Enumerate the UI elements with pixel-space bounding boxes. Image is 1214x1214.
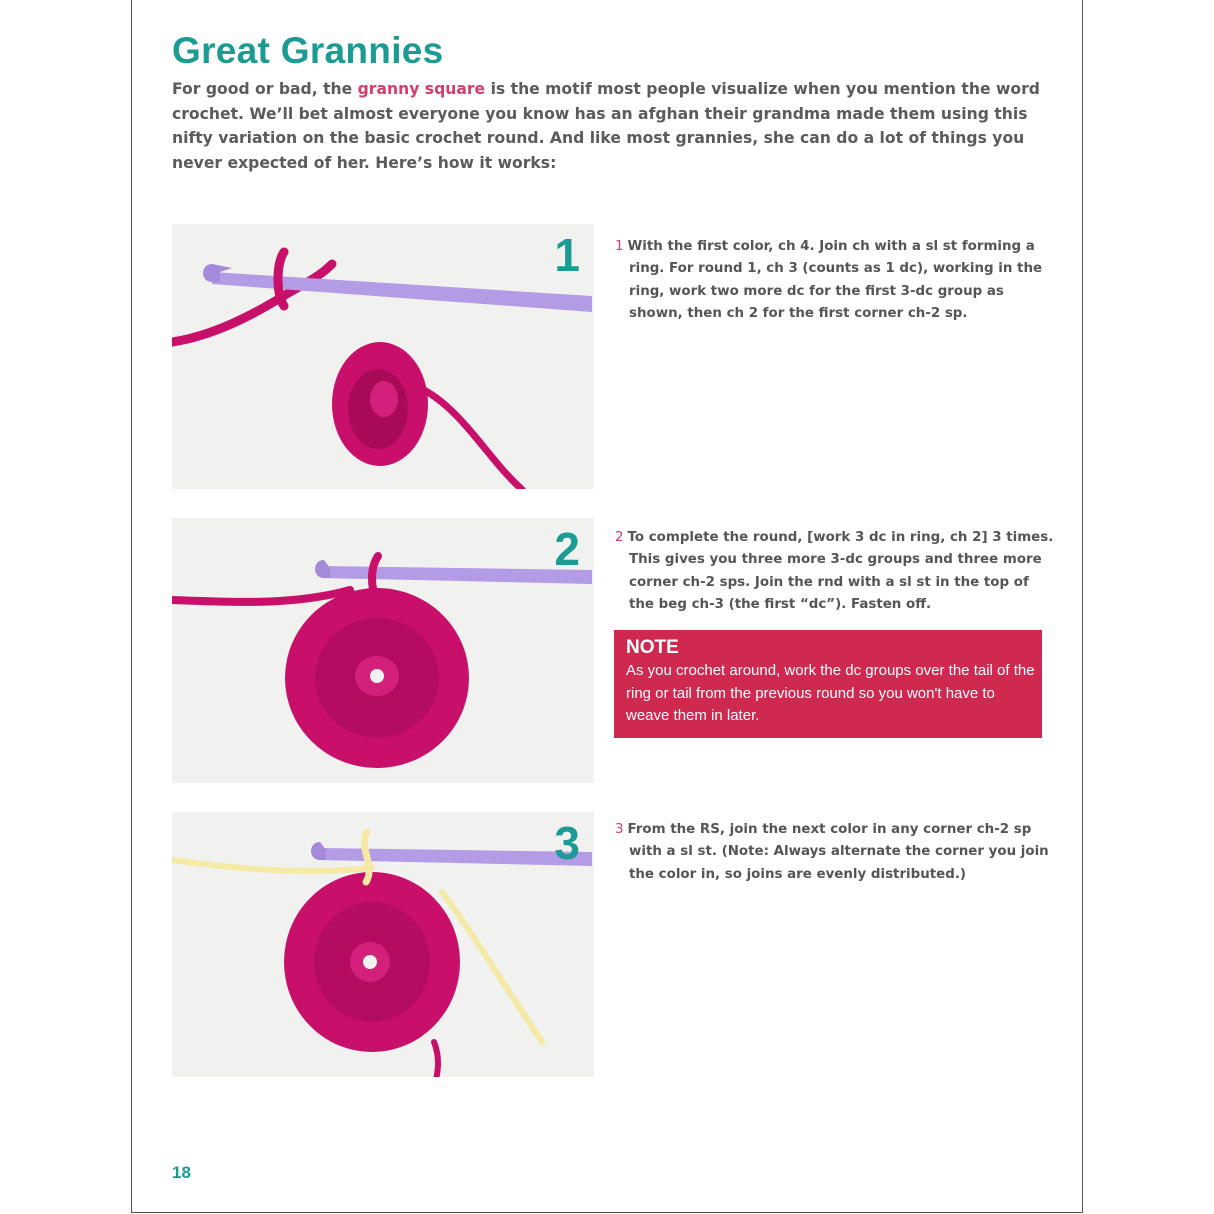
step-1-photo — [172, 224, 594, 489]
step-2-illustration — [172, 518, 594, 783]
intro-paragraph — [172, 77, 1052, 175]
step-3-illustration — [172, 812, 594, 1077]
step-1-illustration — [172, 224, 594, 489]
step-3-text: From the RS, join the next color in any corner ch-2 sp with a sl st. (Note: Always alternate the corner you join the color in, so joins are evenly distributed.) — [627, 822, 1049, 882]
step-2-instructions — [615, 527, 1054, 616]
book-page — [131, 0, 1083, 1213]
intro-text-end: is the motif most people visualize when you mention the word crochet. We’ll bet almost everyone you know has an afghan their grandma made them using this nifty variation on the basic crochet round. And like most grannies, she can do a lot of things you never expected of her. Here’s how it works: — [172, 80, 1040, 172]
intro-text-start: For good or bad, the — [172, 80, 358, 98]
step-3-photo-label: 3 — [554, 817, 580, 869]
step-1-photo-label: 1 — [554, 229, 580, 281]
intro-highlight-term: granny square — [357, 80, 486, 98]
step-1-text: With the first color, ch 4. Join ch with a sl st forming a ring. For round 1, ch 3 (counts as 1 dc), working in the ring, work two more dc for the first 3-dc group as shown, then ch 2 for the first corner ch-2 sp. — [627, 239, 1043, 321]
note-body: As you crochet around, work the dc groups over the tail of the ring or tail from the previous round so you won't have to weave them in later. — [626, 662, 1035, 724]
step-2-photo — [172, 518, 594, 783]
step-1-instructions — [615, 236, 1054, 325]
step-3-number: 3 — [615, 822, 624, 837]
step-2-number: 2 — [615, 530, 624, 545]
note-box — [614, 630, 1042, 738]
note-title: NOTE — [626, 637, 679, 658]
step-3-photo — [172, 812, 594, 1077]
step-3-instructions — [615, 819, 1054, 886]
step-1-number: 1 — [615, 239, 624, 254]
step-2-text: To complete the round, [work 3 dc in ring, ch 2] 3 times. This gives you three more 3-dc groups and three more corner ch-2 sps. Join the rnd with a sl st in the top of the beg ch-3 (the first “dc”). Fasten off. — [627, 530, 1054, 612]
page-title: Great Grannies — [172, 30, 444, 71]
step-2-photo-label: 2 — [554, 523, 580, 575]
page-number: 18 — [172, 1163, 191, 1182]
